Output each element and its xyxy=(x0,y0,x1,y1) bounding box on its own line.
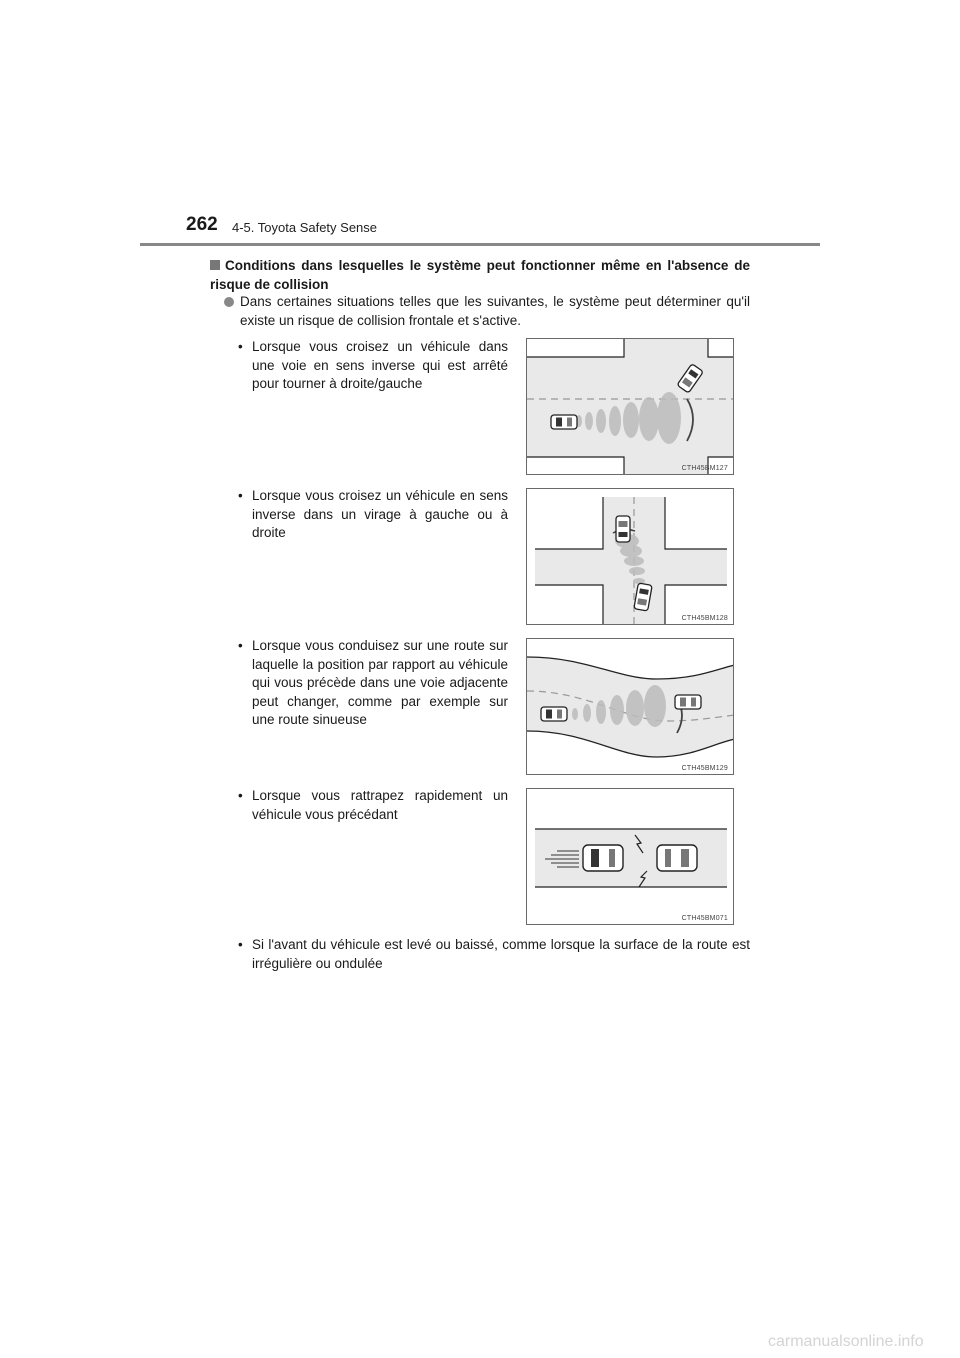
rapid-approach-illustration xyxy=(527,789,734,925)
chapter-title: 4-5. Toyota Safety Sense xyxy=(232,220,378,235)
list-item-text: Lorsque vous croisez un véhicule en sens inverse dans un virage à gauche ou à droite xyxy=(252,488,508,540)
bullet-marker: • xyxy=(238,937,243,952)
list-item xyxy=(238,338,508,394)
bullet-marker: • xyxy=(238,339,243,354)
list-item-text: Si l'avant du véhicule est levé ou baissé, comme lorsque la surface de la route est irrégulière ou ondulée xyxy=(252,937,750,971)
square-bullet-icon xyxy=(210,260,220,270)
figure-winding-road xyxy=(526,638,734,775)
watermark: carmanualsonline.info xyxy=(768,1333,924,1350)
figure-code: CTH45BM071 xyxy=(681,915,728,922)
list-item xyxy=(238,936,750,973)
bullet-marker: • xyxy=(238,488,243,503)
round-bullet-icon xyxy=(224,297,234,307)
section-heading xyxy=(210,256,750,294)
intersection-turning-illustration xyxy=(527,339,734,475)
list-item-text: Lorsque vous conduisez sur une route sur laquelle la position par rapport au véhicule qui vous précède dans une voie adjacente peut changer, comme par exemple sur une route sinueuse xyxy=(252,638,508,727)
bullet-marker: • xyxy=(238,638,243,653)
crossroads-curve-illustration xyxy=(527,489,734,625)
figure-oncoming-vehicle-curve xyxy=(526,488,734,625)
section-heading-text: Conditions dans lesquelles le système peut fonctionner même en l'absence de risque de collision xyxy=(210,258,750,292)
figure-code: CTH45BM129 xyxy=(681,765,728,772)
figure-code: CTH45BM128 xyxy=(681,615,728,622)
bullet-marker: • xyxy=(238,788,243,803)
winding-road-illustration xyxy=(527,639,734,775)
list-item xyxy=(238,787,508,824)
list-item xyxy=(238,487,508,543)
figure-code: CTH45BM127 xyxy=(681,465,728,472)
figure-rapid-approach xyxy=(526,788,734,925)
page-number: 262 xyxy=(186,214,218,235)
header-divider xyxy=(140,243,820,246)
intro-paragraph: Dans certaines situations telles que les suivantes, le système peut déterminer qu'il existe un risque de collision frontale et s'active. xyxy=(240,294,750,328)
list-item-text: Lorsque vous croisez un véhicule dans une voie en sens inverse qui est arrêté pour tourner à droite/gauche xyxy=(252,339,508,391)
list-item xyxy=(238,637,508,730)
list-item-text: Lorsque vous rattrapez rapidement un véhicule vous précédant xyxy=(252,788,508,822)
figure-oncoming-turning-vehicle xyxy=(526,338,734,475)
